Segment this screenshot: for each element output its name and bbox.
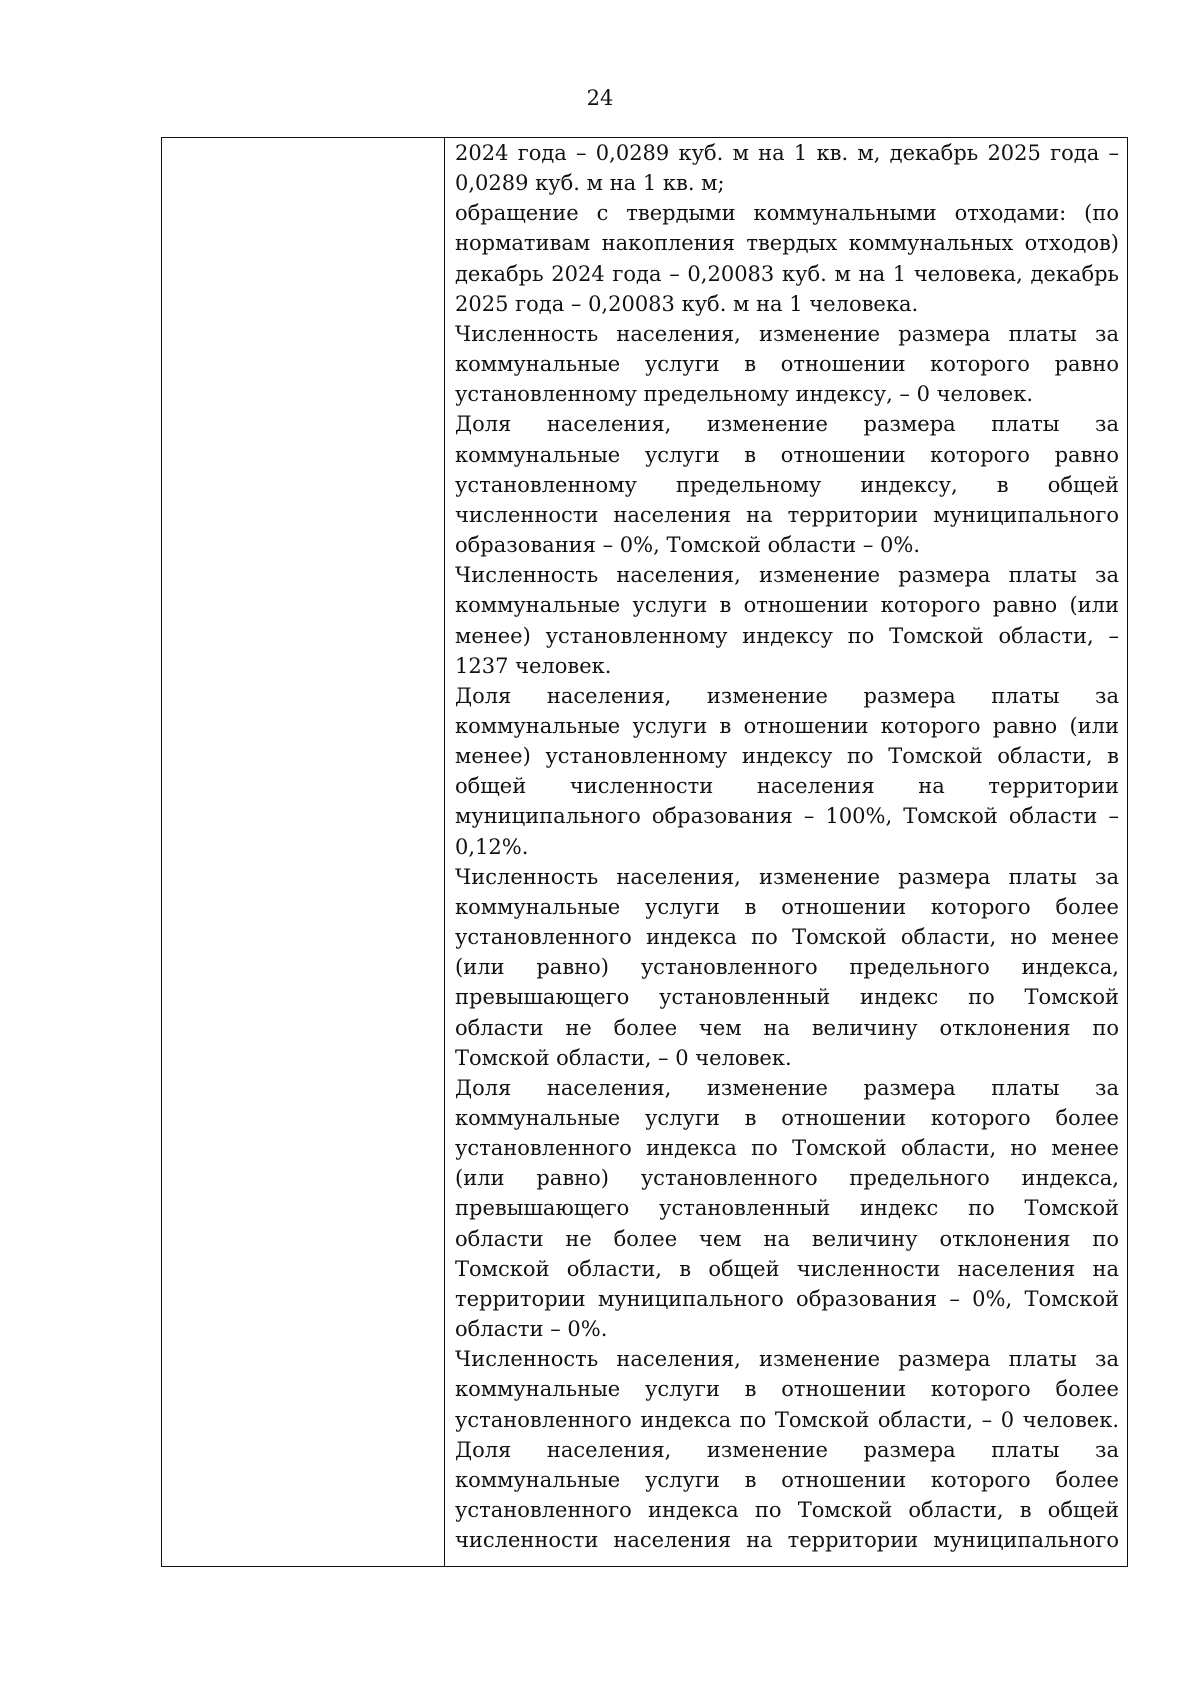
text-line: 2024 года – 0,0289 куб. м на 1 кв. м, декабрь 2025 года –: [455, 141, 1119, 165]
text-line: Доля населения, изменение размера платы за: [455, 1075, 1119, 1100]
text-line: коммунальные услуги в отношении которого более: [455, 1467, 1119, 1492]
text-line: 0,0289 куб. м на 1 кв. м;: [455, 171, 725, 196]
page-number: 24: [586, 86, 614, 110]
table-left-cell: [162, 138, 445, 1566]
text-line: Доля населения, изменение размера платы за: [455, 683, 1119, 708]
text-line: области не более чем на величину отклонения по: [455, 1226, 1119, 1251]
text-line: (или равно) установленного предельного индекса,: [455, 955, 1119, 980]
text-line: коммунальные услуги в отношении которого более: [455, 1106, 1119, 1130]
text-line: Доля населения, изменение размера платы за: [455, 412, 1119, 437]
text-line: менее) установленному индексу по Томской области, в: [455, 744, 1119, 769]
text-line: Численность населения, изменение размера платы за: [455, 563, 1119, 588]
text-line: коммунальные услуги в отношении которого равно (или: [455, 593, 1119, 618]
text-line: обращение с твердыми коммунальными отходами: (по: [455, 201, 1119, 226]
text-line: менее) установленному индексу по Томской области, –: [455, 623, 1119, 648]
text-line: 1237 человек.: [455, 653, 612, 678]
text-line: установленного индекса по Томской области, но менее: [455, 925, 1119, 950]
text-line: муниципального образования – 100%, Томской области –: [455, 804, 1119, 829]
text-line: области не более чем на величину отклонения по: [455, 1015, 1119, 1040]
text-line: установленного индекса по Томской области, – 0 человек.: [455, 1407, 1119, 1432]
text-line: Численность населения, изменение размера платы за: [455, 321, 1119, 346]
text-line: установленному предельному индексу, в общей: [455, 472, 1119, 497]
text-line: превышающего установленный индекс по Томской: [455, 985, 1119, 1010]
text-line: территории муниципального образования – 0%, Томской: [455, 1286, 1119, 1311]
text-line: превышающего установленный индекс по Томской: [455, 1196, 1119, 1221]
text-line: установленному предельному индексу, – 0 человек.: [455, 382, 1033, 407]
text-line: установленного индекса по Томской области, в общей: [455, 1498, 1119, 1523]
text-line: коммунальные услуги в отношении которого равно: [455, 352, 1119, 377]
text-line: коммунальные услуги в отношении которого равно: [455, 442, 1119, 467]
text-line: 0,12%.: [455, 834, 529, 859]
text-line: коммунальные услуги в отношении которого более: [455, 1377, 1119, 1402]
text-line: Томской области, – 0 человек.: [455, 1045, 792, 1070]
text-line: образования – 0%, Томской области – 0%.: [455, 533, 920, 558]
text-line: Численность населения, изменение размера платы за: [455, 864, 1119, 889]
text-line: численности населения на территории муниципального: [455, 502, 1119, 527]
text-line: коммунальные услуги в отношении которого более: [455, 894, 1119, 919]
text-line: области – 0%.: [455, 1317, 608, 1342]
text-line: Доля населения, изменение размера платы за: [455, 1437, 1119, 1462]
text-line: (или равно) установленного предельного индекса,: [455, 1166, 1119, 1191]
text-line: установленного индекса по Томской области, но менее: [455, 1136, 1119, 1161]
text-line: Томской области, в общей численности населения на: [455, 1256, 1119, 1281]
text-line: общей численности населения на территории: [455, 774, 1119, 799]
text-line: коммунальные услуги в отношении которого равно (или: [455, 713, 1119, 738]
table-right-cell: [445, 138, 1127, 1566]
text-line: декабрь 2024 года – 0,20083 куб. м на 1 человека, декабрь: [455, 261, 1119, 286]
document-table: [161, 137, 1128, 1567]
text-line: нормативам накопления твердых коммунальных отходов): [455, 231, 1119, 256]
text-line: численности населения на территории муниципального: [455, 1528, 1119, 1553]
text-line: Численность населения, изменение размера платы за: [455, 1347, 1119, 1372]
text-line: 2025 года – 0,20083 куб. м на 1 человека.: [455, 291, 919, 316]
